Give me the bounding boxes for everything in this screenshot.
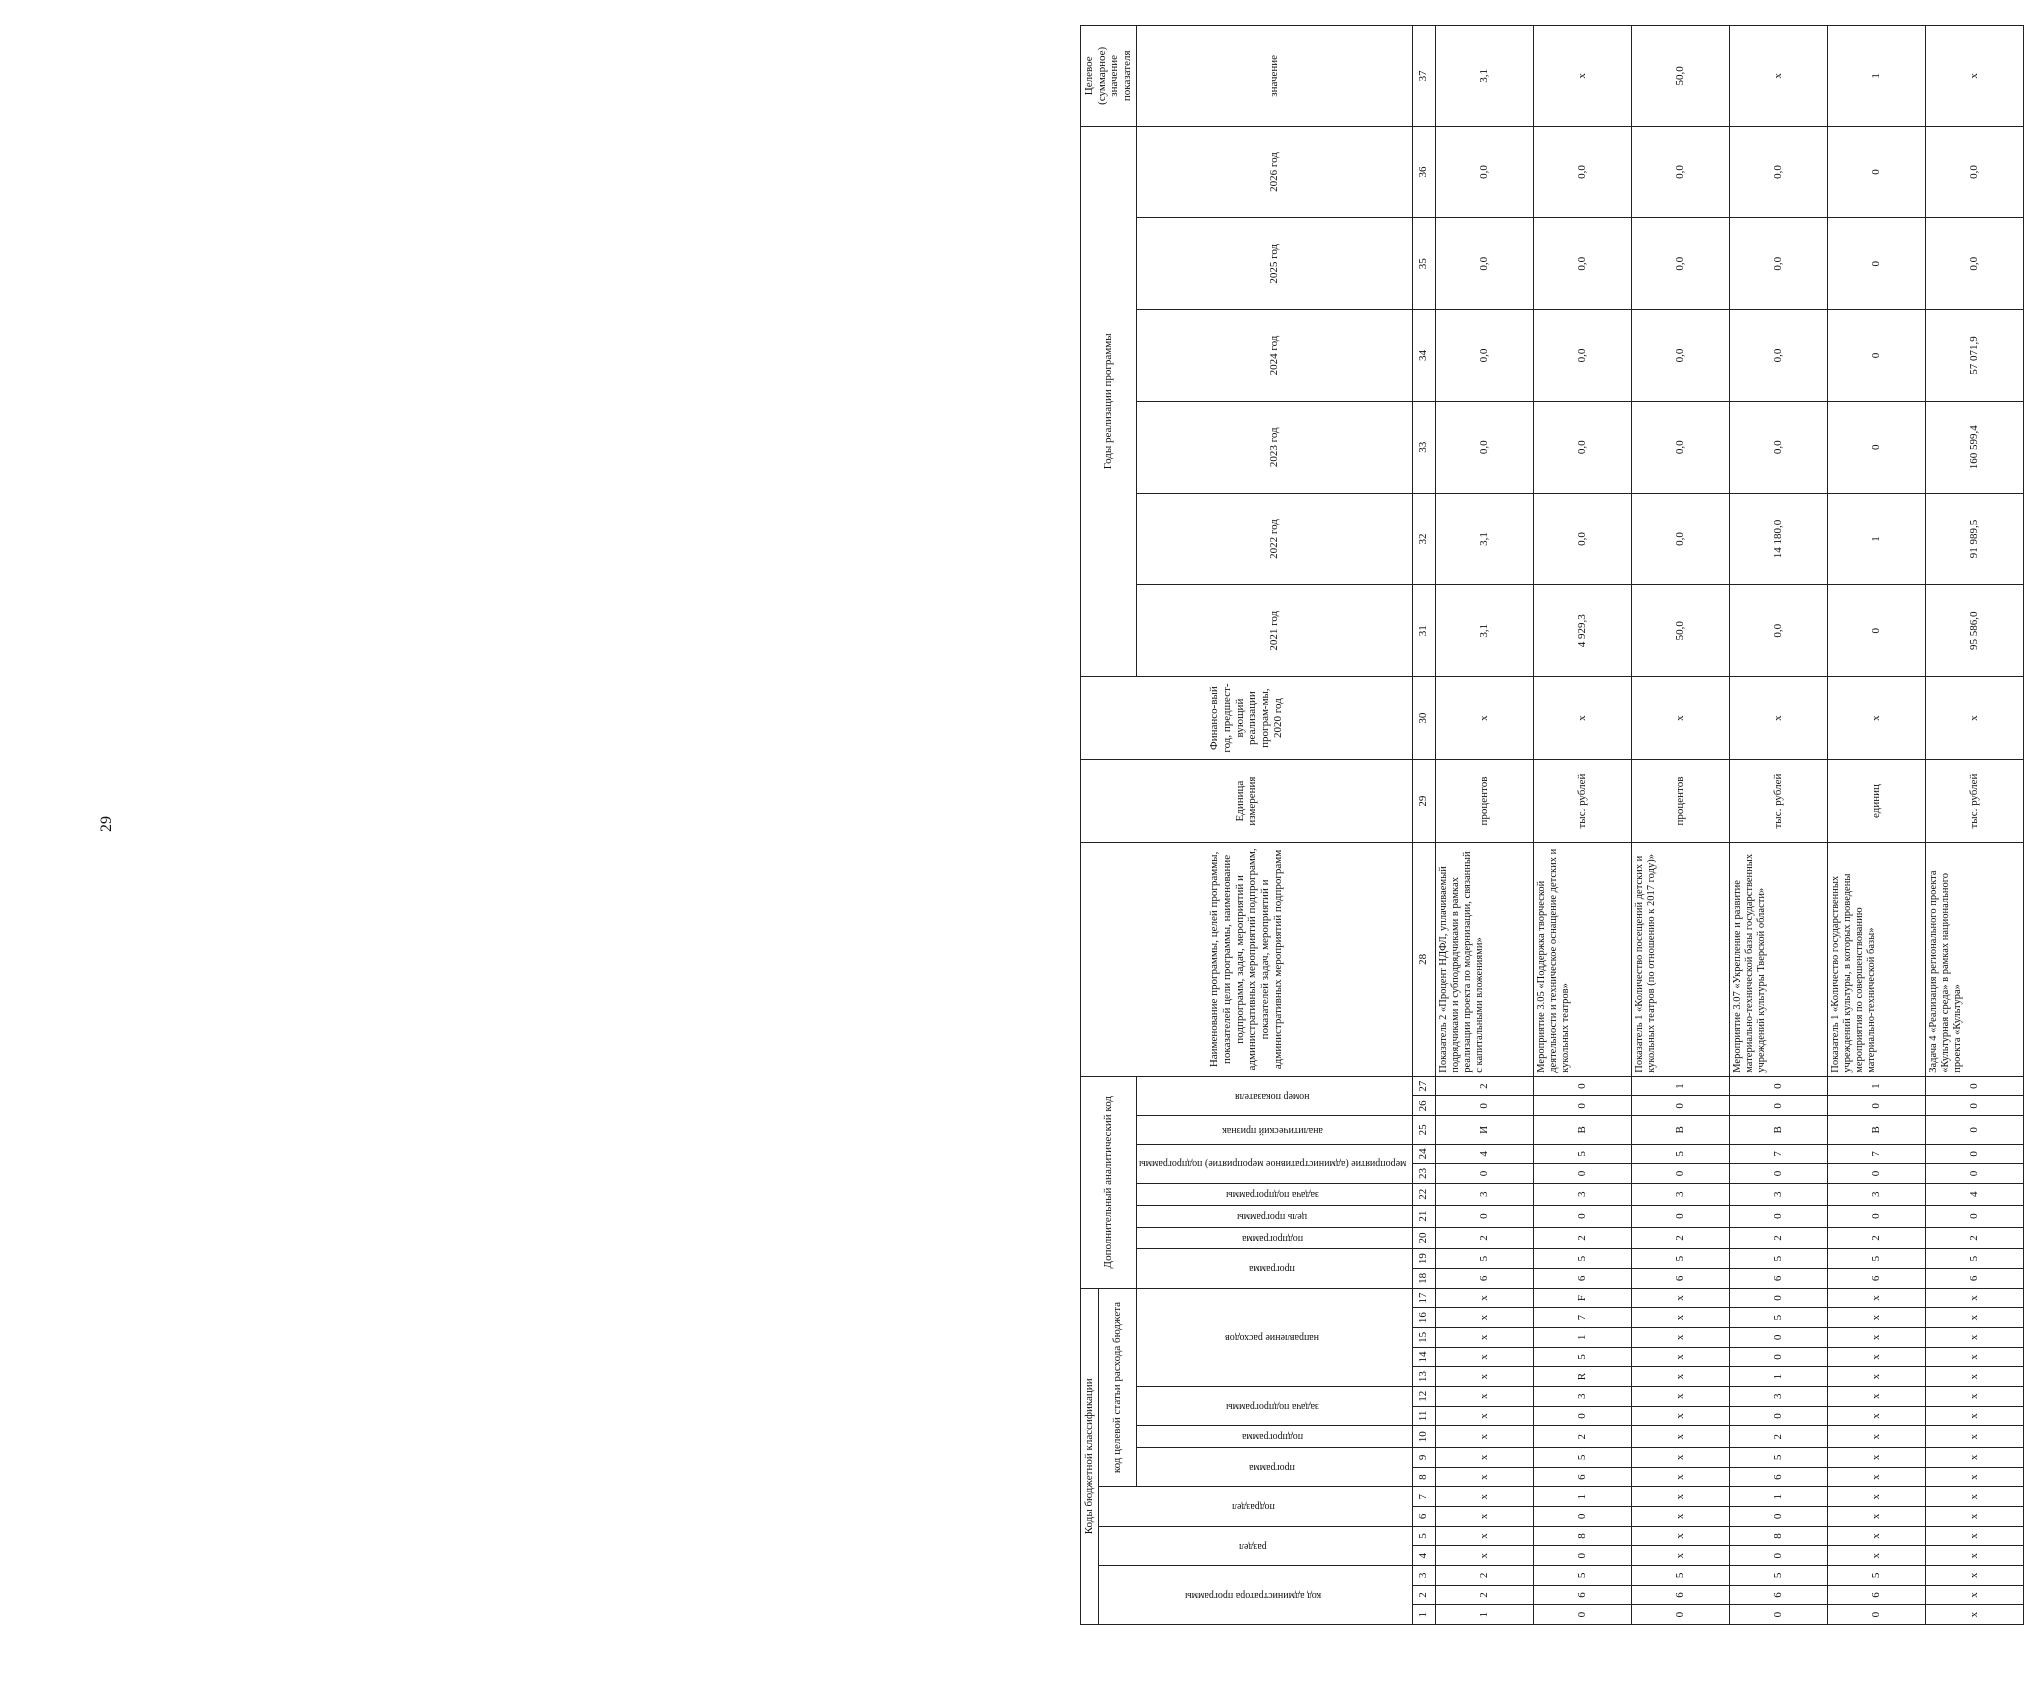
code-cell: х bbox=[1925, 1308, 2023, 1328]
value-2026: 0,0 bbox=[1631, 126, 1729, 218]
row-name: Показатель 1 «Количество посещений детских и кукольных театров (по отношению к 2017 году)» bbox=[1631, 843, 1729, 1077]
col-number: 14 bbox=[1412, 1347, 1435, 1367]
value-2022: 1 bbox=[1827, 493, 1925, 585]
value-2024: 0,0 bbox=[1435, 310, 1533, 402]
header-kbk-target: код целевой статьи расхода бюджета bbox=[1098, 1288, 1136, 1487]
col-number: 13 bbox=[1412, 1367, 1435, 1387]
code-cell: 3 bbox=[1533, 1183, 1631, 1205]
code-cell: х bbox=[1435, 1448, 1533, 1468]
code-cell: х bbox=[1827, 1288, 1925, 1308]
code-cell: 0 bbox=[1631, 1205, 1729, 1227]
value-2024: 0 bbox=[1827, 310, 1925, 402]
code-cell: х bbox=[1631, 1448, 1729, 1468]
code-cell: 3 bbox=[1631, 1183, 1729, 1205]
code-cell: 3 bbox=[1729, 1386, 1827, 1406]
row-unit: процентов bbox=[1631, 760, 1729, 843]
value-2021: 50,0 bbox=[1631, 585, 1729, 677]
value-2024: 0,0 bbox=[1533, 310, 1631, 402]
header-kbk: Коды бюджетной классификации bbox=[1081, 1288, 1099, 1624]
value-2025: 0,0 bbox=[1631, 218, 1729, 310]
col-number: 8 bbox=[1412, 1467, 1435, 1487]
col-number: 18 bbox=[1412, 1269, 1435, 1289]
code-cell: 0 bbox=[1533, 1507, 1631, 1527]
code-cell: 8 bbox=[1729, 1526, 1827, 1546]
value-2023: 0,0 bbox=[1435, 401, 1533, 493]
code-cell: 3 bbox=[1827, 1183, 1925, 1205]
code-cell: 0 bbox=[1533, 1205, 1631, 1227]
value-2023: 160 599,4 bbox=[1925, 401, 2023, 493]
code-cell: 2 bbox=[1827, 1227, 1925, 1249]
value-2022: 0,0 bbox=[1533, 493, 1631, 585]
code-cell: 0 bbox=[1729, 1347, 1827, 1367]
row-unit: тыс. рублей bbox=[1925, 760, 2023, 843]
code-cell: 6 bbox=[1729, 1467, 1827, 1487]
target-value: х bbox=[1729, 26, 1827, 127]
header-dop-code: Дополнительный аналитический код bbox=[1081, 1076, 1137, 1288]
target-value: х bbox=[1533, 26, 1631, 127]
value-2021: 95 586,0 bbox=[1925, 585, 2023, 677]
table-row bbox=[1435, 26, 1533, 1625]
code-cell: 1 bbox=[1631, 1076, 1729, 1096]
row-name: Задача 4 «Реализация регионального проекта «Культурная среда» в рамках национального проекта «Культура» bbox=[1925, 843, 2023, 1077]
code-cell: 6 bbox=[1827, 1585, 1925, 1605]
code-cell: х bbox=[1435, 1507, 1533, 1527]
code-cell: 0 bbox=[1925, 1205, 2023, 1227]
code-cell: 2 bbox=[1729, 1227, 1827, 1249]
code-cell: х bbox=[1631, 1288, 1729, 1308]
code-cell: х bbox=[1827, 1426, 1925, 1448]
code-cell: 6 bbox=[1925, 1269, 2023, 1289]
code-cell: 0 bbox=[1435, 1096, 1533, 1116]
code-cell: 0 bbox=[1435, 1205, 1533, 1227]
code-cell: 3 bbox=[1729, 1183, 1827, 1205]
table-row bbox=[1925, 26, 2023, 1625]
code-cell: 0 bbox=[1533, 1164, 1631, 1184]
value-2021: 0 bbox=[1827, 585, 1925, 677]
code-cell: 5 bbox=[1631, 1566, 1729, 1586]
code-cell: х bbox=[1631, 1426, 1729, 1448]
value-2024: 0,0 bbox=[1631, 310, 1729, 402]
header-2022: 2022 год bbox=[1136, 493, 1412, 585]
code-cell: х bbox=[1827, 1507, 1925, 1527]
header-2025: 2025 год bbox=[1136, 218, 1412, 310]
code-cell: 2 bbox=[1925, 1227, 2023, 1249]
code-cell: х bbox=[1631, 1526, 1729, 1546]
col-number: 1 bbox=[1412, 1605, 1435, 1625]
code-cell: 2 bbox=[1631, 1227, 1729, 1249]
code-cell: х bbox=[1435, 1367, 1533, 1387]
code-cell: х bbox=[1631, 1546, 1729, 1566]
col-number: 22 bbox=[1412, 1183, 1435, 1205]
code-cell: х bbox=[1631, 1386, 1729, 1406]
code-cell: 7 bbox=[1729, 1144, 1827, 1164]
code-cell: 2 bbox=[1533, 1227, 1631, 1249]
value-2025: 0,0 bbox=[1729, 218, 1827, 310]
col-number: 37 bbox=[1412, 26, 1435, 127]
header-cel: цель программы bbox=[1136, 1205, 1412, 1227]
code-cell: R bbox=[1533, 1367, 1631, 1387]
code-cell: 7 bbox=[1827, 1144, 1925, 1164]
code-cell: 0 bbox=[1925, 1076, 2023, 1096]
rotated-table-container bbox=[1080, 25, 1980, 1625]
value-2023: 0,0 bbox=[1729, 401, 1827, 493]
code-cell: 1 bbox=[1533, 1327, 1631, 1347]
code-cell: 5 bbox=[1533, 1566, 1631, 1586]
code-cell: 3 bbox=[1533, 1386, 1631, 1406]
code-cell: 1 bbox=[1729, 1367, 1827, 1387]
code-cell: 0 bbox=[1729, 1076, 1827, 1096]
header-dop-programma: программа bbox=[1136, 1249, 1412, 1288]
code-cell: И bbox=[1435, 1116, 1533, 1144]
code-cell: х bbox=[1435, 1308, 1533, 1328]
col-number: 28 bbox=[1412, 843, 1435, 1077]
value-2025: 0 bbox=[1827, 218, 1925, 310]
code-cell: 0 bbox=[1925, 1116, 2023, 1144]
col-number: 9 bbox=[1412, 1448, 1435, 1468]
code-cell: 5 bbox=[1533, 1249, 1631, 1269]
col-number: 23 bbox=[1412, 1164, 1435, 1184]
row-unit: тыс. рублей bbox=[1729, 760, 1827, 843]
table-row bbox=[1729, 26, 1827, 1625]
code-cell: 6 bbox=[1533, 1467, 1631, 1487]
code-cell: 5 bbox=[1827, 1249, 1925, 1269]
code-cell: х bbox=[1925, 1406, 2023, 1426]
col-number: 12 bbox=[1412, 1386, 1435, 1406]
row-unit: тыс. рублей bbox=[1533, 760, 1631, 843]
header-2026: 2026 год bbox=[1136, 126, 1412, 218]
col-number: 24 bbox=[1412, 1144, 1435, 1164]
target-value: 50,0 bbox=[1631, 26, 1729, 127]
value-2020: х bbox=[1533, 677, 1631, 760]
code-cell: х bbox=[1925, 1288, 2023, 1308]
col-number: 30 bbox=[1412, 677, 1435, 760]
code-cell: х bbox=[1827, 1448, 1925, 1468]
row-name: Мероприятие 3.07 «Укрепление и развитие материально-технической базы государственных учреждений культуры Тверской области» bbox=[1729, 843, 1827, 1077]
col-number: 33 bbox=[1412, 401, 1435, 493]
code-cell: 0 bbox=[1729, 1327, 1827, 1347]
code-cell: 2 bbox=[1435, 1227, 1533, 1249]
value-2026: 0 bbox=[1827, 126, 1925, 218]
value-2021: 0,0 bbox=[1729, 585, 1827, 677]
value-2026: 0,0 bbox=[1729, 126, 1827, 218]
value-2022: 14 180,0 bbox=[1729, 493, 1827, 585]
code-cell: х bbox=[1827, 1308, 1925, 1328]
code-cell: х bbox=[1435, 1347, 1533, 1367]
code-cell: 8 bbox=[1533, 1526, 1631, 1546]
code-cell: х bbox=[1925, 1386, 2023, 1406]
row-unit: единиц bbox=[1827, 760, 1925, 843]
code-cell: 0 bbox=[1729, 1406, 1827, 1426]
code-cell: 1 bbox=[1435, 1605, 1533, 1625]
header-meropriyatie: мероприятие (административное мероприятие) подпрограммы bbox=[1136, 1144, 1412, 1183]
code-cell: 5 bbox=[1729, 1566, 1827, 1586]
col-number: 15 bbox=[1412, 1327, 1435, 1347]
header-name: Наименование программы, целей программы, показателей цели программы, наименование подпрограмм, задач, мероприятий и административных мероприятий подпрограмм, показателей задач, мероприятий и административных мероприятий подпрограмм bbox=[1081, 843, 1413, 1077]
code-cell: 5 bbox=[1533, 1347, 1631, 1367]
header-2024: 2024 год bbox=[1136, 310, 1412, 402]
header-podprogramma: подпрограмма bbox=[1136, 1426, 1412, 1448]
code-cell: 0 bbox=[1533, 1076, 1631, 1096]
value-2026: 0,0 bbox=[1435, 126, 1533, 218]
code-cell: х bbox=[1435, 1288, 1533, 1308]
code-cell: х bbox=[1827, 1406, 1925, 1426]
table-row bbox=[1827, 26, 1925, 1625]
col-number: 36 bbox=[1412, 126, 1435, 218]
page-number: 29 bbox=[98, 816, 115, 832]
code-cell: В bbox=[1533, 1116, 1631, 1144]
code-cell: 2 bbox=[1435, 1076, 1533, 1096]
column-number-row bbox=[1412, 26, 1435, 1625]
code-cell: х bbox=[1435, 1327, 1533, 1347]
code-cell: х bbox=[1435, 1487, 1533, 1507]
value-2020: х bbox=[1827, 677, 1925, 760]
code-cell: 2 bbox=[1435, 1585, 1533, 1605]
header-podrazdel: подраздел bbox=[1098, 1487, 1412, 1526]
code-cell: х bbox=[1925, 1347, 2023, 1367]
value-2023: 0,0 bbox=[1533, 401, 1631, 493]
code-cell: х bbox=[1435, 1467, 1533, 1487]
code-cell: х bbox=[1925, 1526, 2023, 1546]
code-cell: 0 bbox=[1631, 1605, 1729, 1625]
code-cell: 6 bbox=[1631, 1269, 1729, 1289]
code-cell: х bbox=[1827, 1487, 1925, 1507]
header-zadacha: задача подпрограммы bbox=[1136, 1183, 1412, 1205]
code-cell: 1 bbox=[1827, 1076, 1925, 1096]
code-cell: х bbox=[1631, 1347, 1729, 1367]
code-cell: 6 bbox=[1435, 1269, 1533, 1289]
code-cell: 0 bbox=[1729, 1546, 1827, 1566]
code-cell: х bbox=[1631, 1308, 1729, 1328]
header-2023: 2023 год bbox=[1136, 401, 1412, 493]
code-cell: 0 bbox=[1729, 1164, 1827, 1184]
header-unit: Единица измерения bbox=[1081, 760, 1413, 843]
code-cell: 0 bbox=[1435, 1164, 1533, 1184]
code-cell: 5 bbox=[1533, 1144, 1631, 1164]
col-number: 35 bbox=[1412, 218, 1435, 310]
code-cell: 5 bbox=[1729, 1249, 1827, 1269]
code-cell: х bbox=[1631, 1487, 1729, 1507]
program-table bbox=[1080, 25, 2024, 1625]
code-cell: х bbox=[1827, 1386, 1925, 1406]
code-cell: х bbox=[1435, 1546, 1533, 1566]
col-number: 3 bbox=[1412, 1566, 1435, 1586]
code-cell: 2 bbox=[1729, 1426, 1827, 1448]
code-cell: 5 bbox=[1729, 1308, 1827, 1328]
code-cell: 5 bbox=[1631, 1144, 1729, 1164]
code-cell: х bbox=[1827, 1546, 1925, 1566]
code-cell: 2 bbox=[1533, 1426, 1631, 1448]
code-cell: 6 bbox=[1533, 1585, 1631, 1605]
value-2024: 0,0 bbox=[1729, 310, 1827, 402]
code-cell: х bbox=[1925, 1367, 2023, 1387]
target-value: 1 bbox=[1827, 26, 1925, 127]
code-cell: В bbox=[1729, 1116, 1827, 1144]
col-number: 32 bbox=[1412, 493, 1435, 585]
value-2020: х bbox=[1631, 677, 1729, 760]
header-nomer: номер показателя bbox=[1136, 1076, 1412, 1115]
col-number: 21 bbox=[1412, 1205, 1435, 1227]
value-2026: 0,0 bbox=[1925, 126, 2023, 218]
code-cell: 0 bbox=[1729, 1096, 1827, 1116]
code-cell: 0 bbox=[1533, 1546, 1631, 1566]
col-number: 25 bbox=[1412, 1116, 1435, 1144]
code-cell: 0 bbox=[1631, 1164, 1729, 1184]
value-2024: 57 071,9 bbox=[1925, 310, 2023, 402]
code-cell: 4 bbox=[1925, 1183, 2023, 1205]
value-2021: 4 929,3 bbox=[1533, 585, 1631, 677]
code-cell: х bbox=[1827, 1467, 1925, 1487]
code-cell: 5 bbox=[1631, 1249, 1729, 1269]
code-cell: х bbox=[1827, 1347, 1925, 1367]
code-cell: 5 bbox=[1729, 1448, 1827, 1468]
code-cell: 5 bbox=[1435, 1249, 1533, 1269]
code-cell: х bbox=[1925, 1467, 2023, 1487]
value-2025: 0,0 bbox=[1925, 218, 2023, 310]
value-2025: 0,0 bbox=[1435, 218, 1533, 310]
code-cell: х bbox=[1925, 1487, 2023, 1507]
code-cell: 1 bbox=[1533, 1487, 1631, 1507]
code-cell: х bbox=[1631, 1507, 1729, 1527]
code-cell: 0 bbox=[1631, 1096, 1729, 1116]
col-number: 4 bbox=[1412, 1546, 1435, 1566]
code-cell: 3 bbox=[1435, 1183, 1533, 1205]
col-number: 19 bbox=[1412, 1249, 1435, 1269]
code-cell: 0 bbox=[1827, 1164, 1925, 1184]
code-cell: х bbox=[1925, 1585, 2023, 1605]
code-cell: 6 bbox=[1729, 1585, 1827, 1605]
header-napravlenie: направление расходов bbox=[1136, 1288, 1412, 1386]
value-2022: 91 989,5 bbox=[1925, 493, 2023, 585]
value-2022: 3,1 bbox=[1435, 493, 1533, 585]
value-2020: х bbox=[1435, 677, 1533, 760]
row-name: Показатель 1 «Количество государственных учреждений культуры, в которых проведены мероприятия по совершенствованию материально-технической базы» bbox=[1827, 843, 1925, 1077]
code-cell: х bbox=[1925, 1507, 2023, 1527]
code-cell: 6 bbox=[1631, 1585, 1729, 1605]
col-number: 7 bbox=[1412, 1487, 1435, 1507]
col-number: 34 bbox=[1412, 310, 1435, 402]
col-number: 2 bbox=[1412, 1585, 1435, 1605]
value-2021: 3,1 bbox=[1435, 585, 1533, 677]
value-2023: 0,0 bbox=[1631, 401, 1729, 493]
col-number: 31 bbox=[1412, 585, 1435, 677]
code-cell: х bbox=[1827, 1327, 1925, 1347]
code-cell: 6 bbox=[1533, 1269, 1631, 1289]
col-number: 17 bbox=[1412, 1288, 1435, 1308]
code-cell: 5 bbox=[1925, 1249, 2023, 1269]
code-cell: 0 bbox=[1827, 1205, 1925, 1227]
code-cell: 0 bbox=[1827, 1096, 1925, 1116]
code-cell: х bbox=[1925, 1566, 2023, 1586]
code-cell: 7 bbox=[1533, 1308, 1631, 1328]
code-cell: х bbox=[1925, 1546, 2023, 1566]
header-target: Целевое (суммарное) значение показателя bbox=[1081, 26, 1137, 127]
code-cell: 0 bbox=[1925, 1096, 2023, 1116]
code-cell: 5 bbox=[1827, 1566, 1925, 1586]
code-cell: х bbox=[1925, 1426, 2023, 1448]
code-cell: х bbox=[1631, 1467, 1729, 1487]
code-cell: х bbox=[1435, 1386, 1533, 1406]
code-cell: х bbox=[1435, 1526, 1533, 1546]
header-dop-podprogramma: подпрограмма bbox=[1136, 1227, 1412, 1249]
col-number: 26 bbox=[1412, 1096, 1435, 1116]
code-cell: F bbox=[1533, 1288, 1631, 1308]
code-cell: 0 bbox=[1729, 1205, 1827, 1227]
table-row bbox=[1631, 26, 1729, 1625]
code-cell: х bbox=[1435, 1426, 1533, 1448]
code-cell: х bbox=[1631, 1406, 1729, 1426]
header-2021: 2021 год bbox=[1136, 585, 1412, 677]
header-target-value: значение bbox=[1136, 26, 1412, 127]
code-cell: В bbox=[1631, 1116, 1729, 1144]
value-2025: 0,0 bbox=[1533, 218, 1631, 310]
code-cell: 0 bbox=[1925, 1164, 2023, 1184]
value-2022: 0,0 bbox=[1631, 493, 1729, 585]
code-cell: х bbox=[1925, 1327, 2023, 1347]
header-razdel: раздел bbox=[1098, 1526, 1412, 1565]
row-name: Показатель 2 «Процент НДФЛ, уплачиваемый подрядчиками и субподрядчиками в рамках реализации проекта по модернизации, связанный с капитальными вложениями» bbox=[1435, 843, 1533, 1077]
code-cell: 6 bbox=[1827, 1269, 1925, 1289]
code-cell: 6 bbox=[1729, 1269, 1827, 1289]
col-number: 11 bbox=[1412, 1406, 1435, 1426]
code-cell: х bbox=[1925, 1605, 2023, 1625]
code-cell: В bbox=[1827, 1116, 1925, 1144]
value-2026: 0,0 bbox=[1533, 126, 1631, 218]
header-years: Годы реализации программы bbox=[1081, 126, 1137, 676]
col-number: 5 bbox=[1412, 1526, 1435, 1546]
code-cell: 5 bbox=[1533, 1448, 1631, 1468]
code-cell: 0 bbox=[1533, 1605, 1631, 1625]
header-admin-code: код администратора программы bbox=[1098, 1566, 1412, 1625]
header-priznak: аналитический признак bbox=[1136, 1116, 1412, 1144]
col-number: 20 bbox=[1412, 1227, 1435, 1249]
code-cell: 0 bbox=[1729, 1605, 1827, 1625]
code-cell: 0 bbox=[1729, 1507, 1827, 1527]
code-cell: х bbox=[1631, 1327, 1729, 1347]
code-cell: х bbox=[1925, 1448, 2023, 1468]
code-cell: 0 bbox=[1827, 1605, 1925, 1625]
header-zadacha-pp: задача подпрограммы bbox=[1136, 1386, 1412, 1425]
value-2020: х bbox=[1925, 677, 2023, 760]
code-cell: х bbox=[1827, 1526, 1925, 1546]
code-cell: 1 bbox=[1729, 1487, 1827, 1507]
code-cell: 4 bbox=[1435, 1144, 1533, 1164]
col-number: 16 bbox=[1412, 1308, 1435, 1328]
code-cell: 0 bbox=[1533, 1096, 1631, 1116]
col-number: 6 bbox=[1412, 1507, 1435, 1527]
row-name: Мероприятие 3.05 «Поддержка творческой деятельности и техническое оснащение детских и кукольных театров» bbox=[1533, 843, 1631, 1077]
col-number: 27 bbox=[1412, 1076, 1435, 1096]
code-cell: 2 bbox=[1435, 1566, 1533, 1586]
col-number: 10 bbox=[1412, 1426, 1435, 1448]
code-cell: х bbox=[1827, 1367, 1925, 1387]
header-fin-year: Финансо-вый год, предшест-вующий реализации програм-мы, 2020 год bbox=[1081, 677, 1413, 760]
table-row bbox=[1533, 26, 1631, 1625]
value-2020: х bbox=[1729, 677, 1827, 760]
code-cell: 0 bbox=[1925, 1144, 2023, 1164]
value-2023: 0 bbox=[1827, 401, 1925, 493]
header-programma: программа bbox=[1136, 1448, 1412, 1487]
target-value: х bbox=[1925, 26, 2023, 127]
table-body bbox=[1435, 26, 2023, 1625]
code-cell: 0 bbox=[1729, 1288, 1827, 1308]
col-number: 29 bbox=[1412, 760, 1435, 843]
code-cell: х bbox=[1435, 1406, 1533, 1426]
code-cell: х bbox=[1631, 1367, 1729, 1387]
row-unit: процентов bbox=[1435, 760, 1533, 843]
target-value: 3,1 bbox=[1435, 26, 1533, 127]
code-cell: 0 bbox=[1533, 1406, 1631, 1426]
